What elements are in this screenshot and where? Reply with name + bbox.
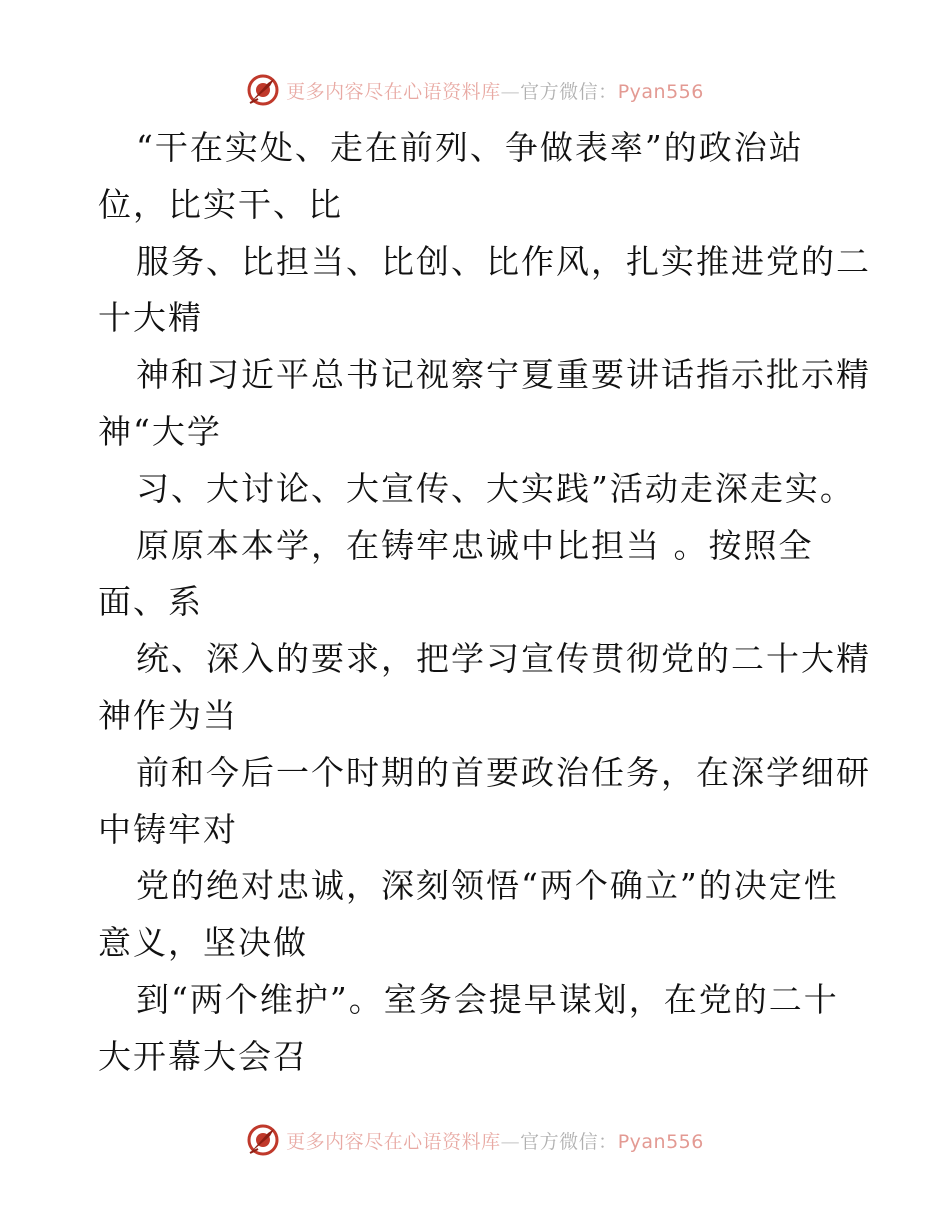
banner-wechat-id: Pyan556 [617, 1130, 704, 1153]
body-line: “干在实处、走在前列、争做表率”的政治站 [136, 128, 804, 167]
body-line: 十大精 [98, 298, 203, 338]
body-line: 前和今后一个时期的首要政治任务，在深学细研 [136, 752, 871, 792]
banner-dash: — [500, 80, 521, 103]
footer-banner [0, 1120, 950, 1160]
body-line: 原原本本学，在铸牢忠诚中比担当 。按照全 [136, 525, 814, 565]
quill-pen-logo-icon [246, 1123, 280, 1157]
body-line: 神作为当 [98, 695, 238, 735]
body-line: 习、大讨论、大宣传、大实践”活动走深走实。 [136, 468, 855, 508]
header-banner [0, 70, 950, 110]
body-line: 党的绝对忠诚，深刻领悟“两个确立”的决定性 [136, 866, 839, 906]
banner-dash: — [500, 1130, 521, 1153]
body-line: 中铸牢对 [98, 809, 238, 849]
body-line: 面、系 [98, 582, 203, 622]
body-line: 神和习近平总书记视察宁夏重要讲话指示批示精 [136, 355, 871, 395]
quill-pen-logo-icon [246, 73, 280, 107]
banner-wechat-label: 官方微信： [520, 1130, 618, 1153]
body-line: 大开幕大会召 [98, 1036, 308, 1076]
body-line: 到“两个维护”。室务会提早谋划，在党的二十 [136, 979, 839, 1019]
body-line: 意义，坚决做 [98, 923, 308, 963]
body-line: 神“大学 [98, 411, 222, 451]
banner-site-text: 更多内容尽在心语资料库 [286, 80, 501, 103]
banner-wechat-label: 官方微信： [520, 80, 618, 103]
body-line: 服务、比担当、比创、比作风，扎实推进党的二 [136, 241, 871, 281]
body-line: 位，比实干、比 [98, 184, 343, 224]
body-line: 统、深入的要求，把学习宣传贯彻党的二十大精 [136, 639, 871, 679]
document-body [98, 120, 898, 1086]
banner-wechat-id: Pyan556 [617, 80, 704, 103]
banner-site-text: 更多内容尽在心语资料库 [286, 1130, 501, 1153]
